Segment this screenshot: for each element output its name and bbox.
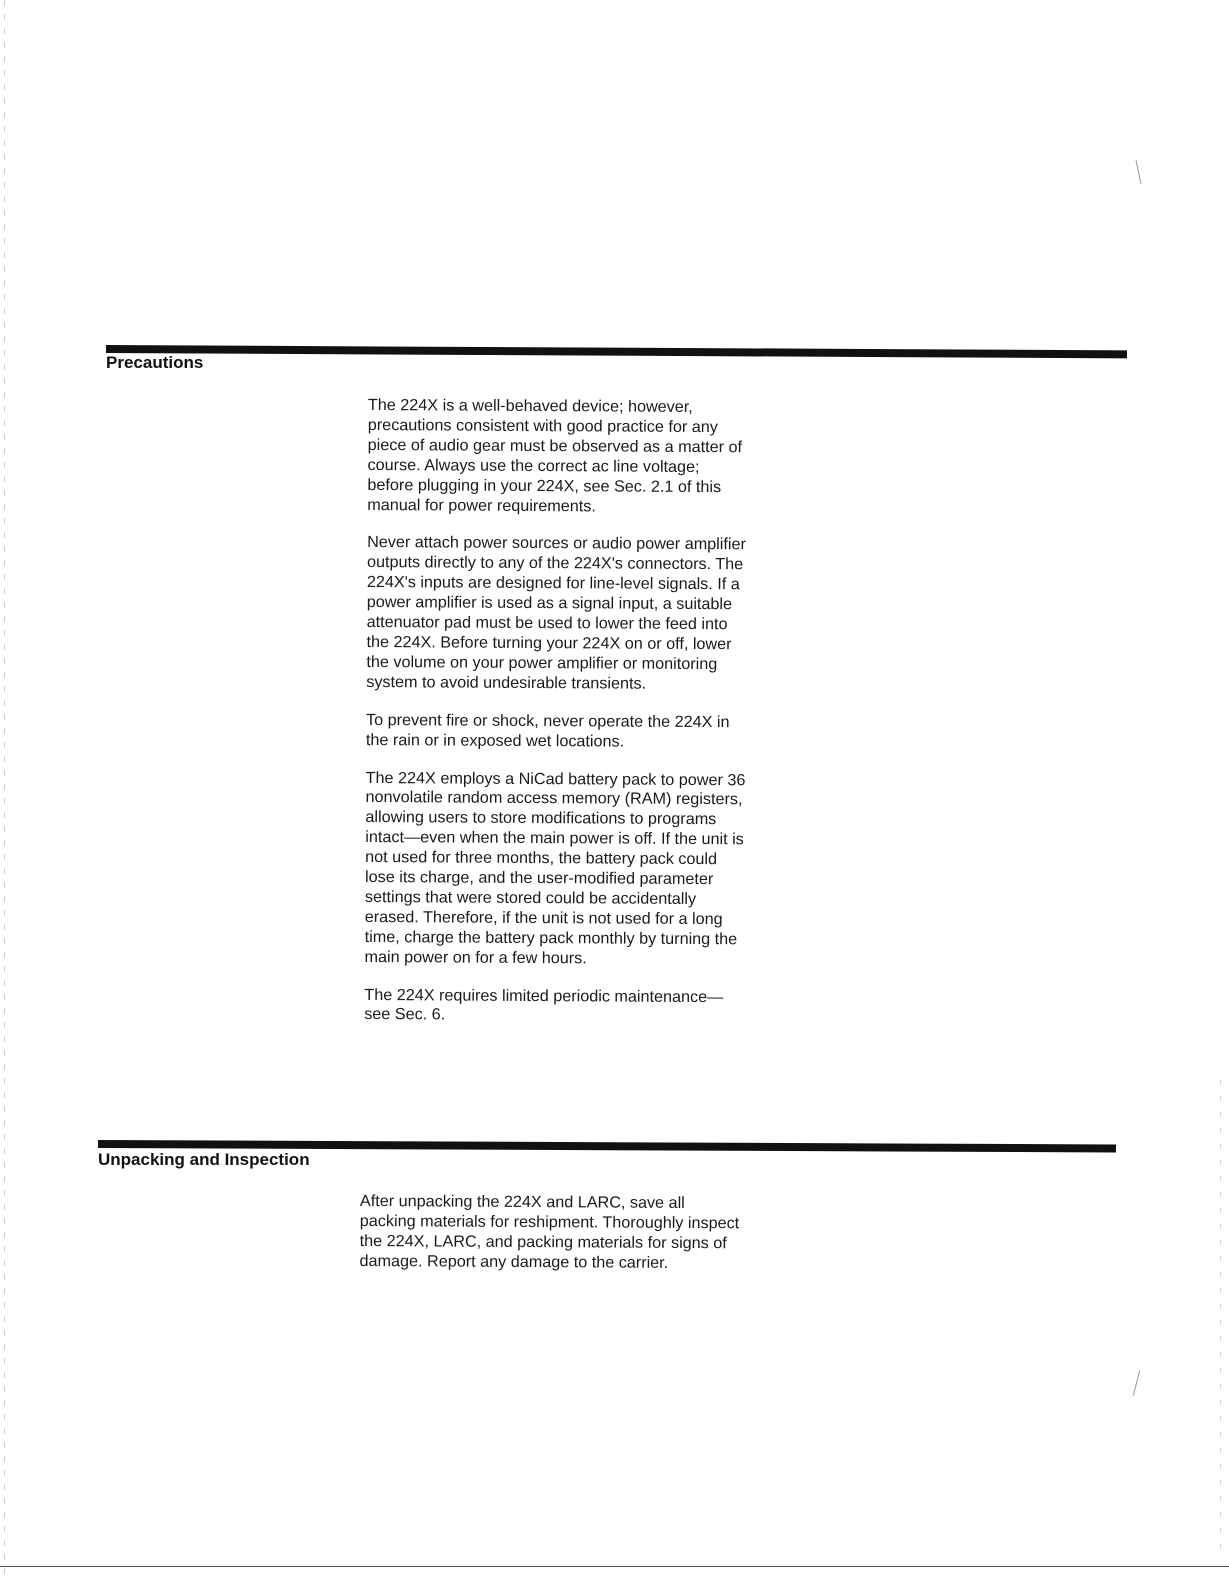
scan-edge-left — [4, 0, 5, 1581]
paragraph: The 224X is a well-behaved device; however, precautions consistent with good practice for any piece of audio gear must be observed as a matter of course. Always use the correct ac line voltage; before plugging in your 224X, see Sec. 2.1 of this manual for power requirements. — [367, 396, 743, 515]
section-body-precautions — [364, 396, 748, 1046]
scan-edge-right — [1220, 1080, 1221, 1560]
paragraph: The 224X requires limited periodic maintenance—see Sec. 6. — [364, 985, 724, 1024]
section-body-unpacking — [359, 1192, 740, 1292]
paragraph: To prevent fire or shock, never operate the 224X in the rain or in exposed wet locations. — [365, 710, 730, 751]
paragraph: Never attach power sources or audio power amplifier outputs directly to any of the 224X's connectors. The 224X's inputs are designed for line-level signals. If a power amplifier is used as a signal input, a suitable attenuator pad must be used to lower the feed into the 224X. Before turning your 224X on or off, lower the volume on your power amplifier or monitoring system to avoid undesirable transients. — [366, 533, 746, 693]
paragraph: The 224X employs a NiCad battery pack to power 36 nonvolatile random access memory (RAM) registers, allowing users to store modifications to programs intact—even when the main power is off. If the unit is not used for three months, the battery pack could lose its charge, and the user-modified parameter settings that were stored could be accidentally erased. Therefore, if the unit is not used for a long time, charge the battery pack monthly by turning the main power on for a few hours. — [364, 768, 746, 968]
scan-mark-bottom-right — [1133, 1370, 1140, 1395]
section-rule-precautions — [106, 345, 1127, 358]
paragraph: After unpacking the 224X and LARC, save all packing materials for reshipment. Thoroughly inspect the 224X, LARC, and packing materials for signs of damage. Report any damage to the carrier. — [359, 1192, 740, 1272]
page-bottom-edge — [0, 1566, 1229, 1567]
section-heading-precautions: Precautions — [106, 353, 204, 372]
section-heading-unpacking: Unpacking and Inspection — [98, 1150, 310, 1169]
scan-mark-top-right — [1136, 160, 1142, 184]
